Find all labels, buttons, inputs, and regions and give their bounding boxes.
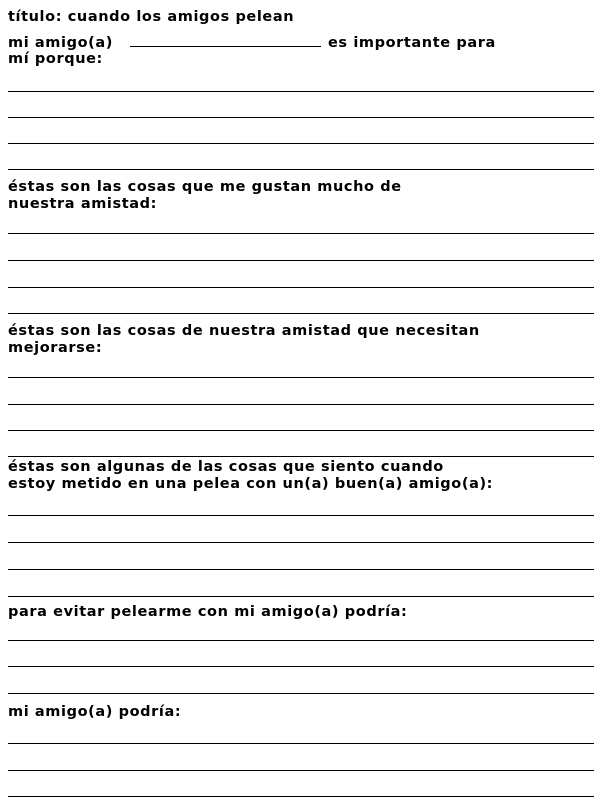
answer-line[interactable] xyxy=(8,743,594,744)
answer-line[interactable] xyxy=(8,260,594,261)
answer-line[interactable] xyxy=(8,596,594,597)
worksheet-title: título: cuando los amigos pelean xyxy=(8,9,295,25)
friend-name-blank[interactable] xyxy=(130,46,321,47)
answer-line[interactable] xyxy=(8,542,594,543)
answer-line[interactable] xyxy=(8,770,594,771)
answer-line[interactable] xyxy=(8,640,594,641)
answer-line[interactable] xyxy=(8,117,594,118)
answer-line[interactable] xyxy=(8,456,594,457)
section-feelings-prompt: éstas son algunas de las cosas que siento cuando xyxy=(8,459,444,475)
section-feelings-prompt-line2: estoy metido en una pelea con un(a) buen(a) amigo(a): xyxy=(8,476,494,492)
section-likes-prompt: éstas son las cosas que me gustan mucho de xyxy=(8,179,402,195)
answer-line[interactable] xyxy=(8,287,594,288)
answer-line[interactable] xyxy=(8,430,594,431)
answer-line[interactable] xyxy=(8,169,594,170)
answer-line[interactable] xyxy=(8,377,594,378)
answer-line[interactable] xyxy=(8,693,594,694)
section-improve-prompt: éstas son las cosas de nuestra amistad que necesitan xyxy=(8,323,480,339)
intro-prompt-line2: mí porque: xyxy=(8,51,103,67)
answer-line[interactable] xyxy=(8,233,594,234)
section-friend-could-prompt: mi amigo(a) podría: xyxy=(8,704,182,720)
answer-line[interactable] xyxy=(8,796,594,797)
section-improve-prompt-line2: mejorarse: xyxy=(8,340,103,356)
answer-line[interactable] xyxy=(8,515,594,516)
section-avoid-fights-prompt: para evitar pelearme con mi amigo(a) podría: xyxy=(8,604,408,620)
answer-line[interactable] xyxy=(8,143,594,144)
section-likes-prompt-line2: nuestra amistad: xyxy=(8,196,158,212)
answer-line[interactable] xyxy=(8,91,594,92)
intro-prompt-part1: mi amigo(a) xyxy=(8,35,113,51)
answer-line[interactable] xyxy=(8,404,594,405)
answer-line[interactable] xyxy=(8,666,594,667)
intro-prompt-part2: es importante para xyxy=(328,35,496,51)
answer-line[interactable] xyxy=(8,313,594,314)
answer-line[interactable] xyxy=(8,569,594,570)
